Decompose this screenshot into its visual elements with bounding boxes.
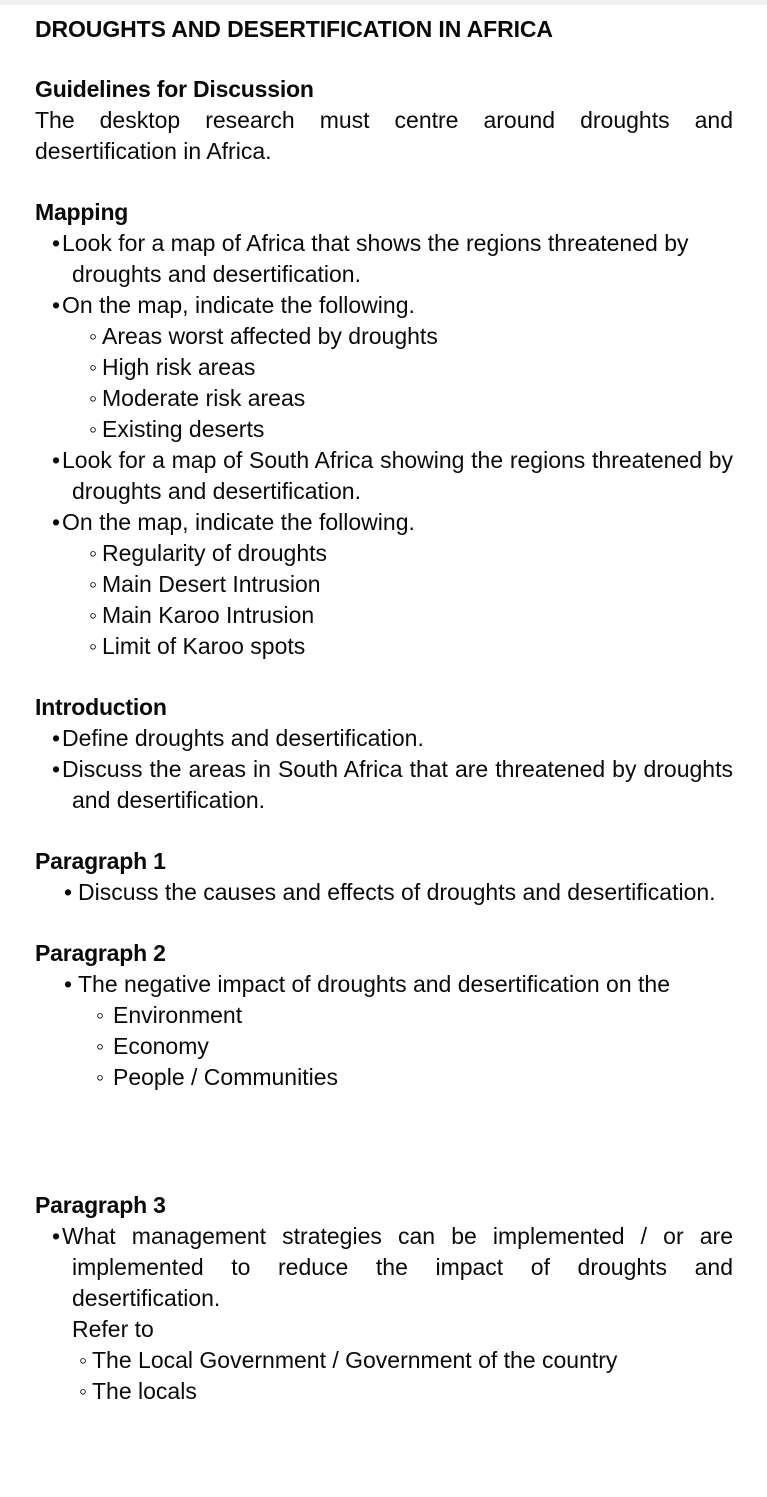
list-item-label: Moderate risk areas (102, 385, 306, 411)
list-item-label: Existing deserts (102, 416, 265, 442)
section-spacer (35, 662, 733, 692)
refer-to-label: Refer to (72, 1316, 154, 1342)
list-item (35, 631, 733, 662)
bullet-circle-icon (89, 631, 97, 665)
list-item-label: On the map, indicate the following. (62, 509, 415, 535)
paragraph-1-list (35, 877, 733, 908)
list-item-label: Look for a map of South Africa showing the regions threatened by droughts and desertification. (62, 447, 733, 504)
paragraph-3-list (35, 1221, 733, 1314)
bullet-circle-icon (79, 1345, 87, 1379)
list-item (35, 383, 733, 414)
list-item-label: Environment (113, 1002, 243, 1028)
bullet-circle-icon (89, 321, 97, 355)
list-item (35, 445, 733, 507)
list-item-label: Limit of Karoo spots (102, 633, 306, 659)
paragraph-3-sublist (35, 1345, 733, 1407)
list-item (35, 1221, 733, 1314)
section-heading-introduction: Introduction (35, 694, 167, 720)
list-item-label: Main Desert Intrusion (102, 571, 321, 597)
bullet-circle-icon (96, 1062, 104, 1096)
mapping-list-south-africa-indicate (35, 507, 733, 538)
list-item (35, 1345, 733, 1376)
bullet-circle-icon (89, 414, 97, 448)
section-heading-paragraph-3: Paragraph 3 (35, 1192, 166, 1218)
section-heading-paragraph-2: Paragraph 2 (35, 940, 166, 966)
mapping-sublist-africa (35, 321, 733, 445)
bullet-circle-icon (79, 1376, 87, 1410)
mapping-list-south-africa (35, 445, 733, 507)
list-item (35, 969, 733, 1000)
list-item-label: Discuss the causes and effects of droughts and desertification. (78, 879, 716, 905)
list-item (35, 723, 733, 754)
bullet-dot-icon (52, 445, 60, 476)
list-item (35, 1000, 733, 1031)
list-item (35, 538, 733, 569)
introduction-list (35, 723, 733, 816)
paragraph-2-list (35, 969, 733, 1000)
list-item-label: The negative impact of droughts and desertification on the (78, 971, 670, 997)
list-item-label: What management strategies can be implemented / or are implemented to reduce the impact of droughts and desertification. (62, 1223, 733, 1311)
bullet-circle-icon (96, 1031, 104, 1065)
bullet-circle-icon (89, 569, 97, 603)
list-item (35, 1031, 733, 1062)
list-item (35, 290, 733, 321)
list-item-label: Regularity of droughts (102, 540, 328, 566)
page-title: DROUGHTS AND DESERTIFICATION IN AFRICA (35, 16, 553, 42)
bullet-circle-icon (89, 600, 97, 634)
list-item (35, 569, 733, 600)
bullet-circle-icon (89, 538, 97, 572)
bullet-dot-icon (64, 969, 72, 1000)
paragraph-2-sublist (35, 1000, 733, 1093)
section-heading-guidelines: Guidelines for Discussion (35, 76, 314, 102)
section-spacer (35, 816, 733, 846)
list-item (35, 1062, 733, 1093)
page-break-spacer (35, 1093, 733, 1190)
list-item (35, 321, 733, 352)
list-item-label: Main Karoo Intrusion (102, 602, 315, 628)
bullet-circle-icon (89, 383, 97, 417)
section-spacer (35, 908, 733, 938)
bullet-dot-icon (52, 507, 60, 538)
bullet-dot-icon (52, 228, 60, 259)
list-item-label: People / Communities (113, 1064, 338, 1090)
section-heading-paragraph-1: Paragraph 1 (35, 848, 166, 874)
section-heading-mapping: Mapping (35, 199, 129, 225)
list-item-label: On the map, indicate the following. (62, 292, 415, 318)
list-item (35, 600, 733, 631)
list-item-label: The Local Government / Government of the country (92, 1347, 618, 1373)
list-item-label: Look for a map of Africa that shows the regions threatened by droughts and desertification. (62, 230, 689, 287)
guidelines-paragraph: The desktop research must centre around droughts and desertification in Africa. (35, 107, 733, 164)
mapping-sublist-south-africa (35, 538, 733, 662)
bullet-dot-icon (64, 877, 72, 908)
list-item-label: Define droughts and desertification. (62, 725, 424, 751)
mapping-list-africa (35, 228, 733, 321)
list-item (35, 228, 733, 290)
list-item-label: High risk areas (102, 354, 256, 380)
list-item (35, 507, 733, 538)
bullet-dot-icon (52, 290, 60, 321)
list-item (35, 877, 733, 908)
bullet-dot-icon (52, 1221, 60, 1252)
list-item-label: The locals (92, 1378, 197, 1404)
bullet-circle-icon (96, 1000, 104, 1034)
section-spacer (35, 167, 733, 197)
list-item (35, 352, 733, 383)
list-item-label: Economy (113, 1033, 209, 1059)
list-item-label: Discuss the areas in South Africa that are threatened by droughts and desertification. (62, 756, 733, 813)
list-item (35, 754, 733, 816)
list-item (35, 414, 733, 445)
list-item (35, 1376, 733, 1407)
bullet-circle-icon (89, 352, 97, 386)
bullet-dot-icon (52, 754, 60, 785)
list-item-label: Areas worst affected by droughts (102, 323, 438, 349)
bullet-dot-icon (52, 723, 60, 754)
